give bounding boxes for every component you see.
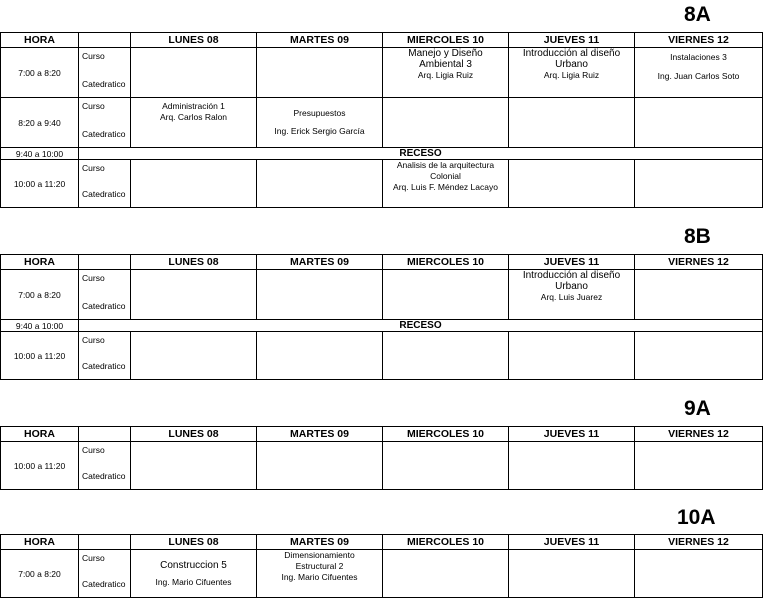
group-title-8a: 8A: [684, 3, 711, 26]
course-cell: [509, 160, 635, 208]
header-viernes: VIERNES 12: [635, 33, 763, 48]
catedratico-label: Catedratico: [82, 189, 126, 199]
course-name-cont: Ambiental 3: [419, 59, 472, 70]
group-title-9a: 9A: [684, 397, 711, 420]
course-cell: [635, 332, 763, 380]
course-cell: [257, 98, 383, 148]
header-lunes: LUNES 08: [131, 33, 257, 48]
header-lunes: LUNES 08: [131, 535, 257, 550]
curso-label: Curso: [82, 553, 105, 563]
course-name: Construccion 5: [160, 559, 227, 571]
schedule-row: [1, 550, 763, 598]
course-cell: [257, 160, 383, 208]
teacher-name: Ing. Juan Carlos Soto: [657, 71, 740, 81]
receso-row: [1, 320, 763, 332]
course-cell: [257, 48, 383, 98]
course-cell: [509, 442, 635, 490]
course-name: Introducción al diseño: [522, 270, 621, 281]
course-cell: [383, 160, 509, 208]
header-blank: [79, 33, 131, 48]
course-name: Introducción al diseño: [522, 48, 621, 59]
course-cell: [635, 98, 763, 148]
course-cell: [509, 550, 635, 598]
teacher-name: Ing. Mario Cifuentes: [281, 572, 358, 582]
catedratico-label: Catedratico: [82, 301, 126, 311]
label-cell: [79, 270, 131, 320]
group-title-8b: 8B: [684, 225, 711, 248]
course-name-cont: Estructural 2: [295, 561, 344, 571]
header-hora: HORA: [1, 427, 79, 442]
course-cell: [509, 270, 635, 320]
header-miercoles: MIERCOLES 10: [383, 255, 509, 270]
course-cell: [257, 270, 383, 320]
catedratico-label: Catedratico: [82, 79, 126, 89]
schedule-table-10a: [0, 534, 763, 598]
schedule-row: [1, 48, 763, 98]
label-cell: [79, 98, 131, 148]
teacher-name: Arq. Carlos Ralon: [159, 112, 228, 122]
header-hora: HORA: [1, 535, 79, 550]
header-hora: HORA: [1, 33, 79, 48]
course-cell: [131, 550, 257, 598]
hora-cell: 9:40 a 10:00: [1, 320, 79, 332]
curso-label: Curso: [82, 445, 105, 455]
header-blank: [79, 255, 131, 270]
label-cell: [79, 48, 131, 98]
course-cell: [383, 48, 509, 98]
schedule-row: [1, 98, 763, 148]
course-cell: [383, 442, 509, 490]
course-cell: [509, 98, 635, 148]
schedule-row: [1, 332, 763, 380]
header-jueves: JUEVES 11: [509, 535, 635, 550]
course-name: Instalaciones 3: [670, 52, 727, 62]
receso-label: RECESO: [79, 320, 763, 332]
curso-label: Curso: [82, 51, 105, 61]
hora-cell: 7:00 a 8:20: [1, 550, 79, 598]
header-row: [1, 255, 763, 270]
teacher-name: Ing. Mario Cifuentes: [155, 576, 232, 587]
header-martes: MARTES 09: [257, 535, 383, 550]
header-lunes: LUNES 08: [131, 427, 257, 442]
hora-cell: 9:40 a 10:00: [1, 148, 79, 160]
hora-cell: 7:00 a 8:20: [1, 270, 79, 320]
schedule-row: [1, 160, 763, 208]
course-name: Presupuestos: [293, 108, 346, 118]
curso-label: Curso: [82, 163, 105, 173]
header-miercoles: MIERCOLES 10: [383, 535, 509, 550]
catedratico-label: Catedratico: [82, 471, 126, 481]
course-name: Administración 1: [162, 101, 225, 111]
header-blank: [79, 427, 131, 442]
hora-cell: 10:00 a 11:20: [1, 442, 79, 490]
header-blank: [79, 535, 131, 550]
receso-row: [1, 148, 763, 160]
course-cell: [635, 550, 763, 598]
header-miercoles: MIERCOLES 10: [383, 427, 509, 442]
header-miercoles: MIERCOLES 10: [383, 33, 509, 48]
header-jueves: JUEVES 11: [509, 33, 635, 48]
hora-cell: 10:00 a 11:20: [1, 332, 79, 380]
course-cell: [257, 332, 383, 380]
teacher-name: Arq. Luis F. Méndez Lacayo: [393, 182, 498, 192]
teacher-name: Arq. Ligia Ruiz: [417, 70, 474, 80]
course-name-cont: [635, 63, 762, 71]
course-cell: [131, 332, 257, 380]
hora-cell: 7:00 a 8:20: [1, 48, 79, 98]
course-cell: [635, 48, 763, 98]
curso-label: Curso: [82, 273, 105, 283]
header-viernes: VIERNES 12: [635, 535, 763, 550]
course-cell: [257, 550, 383, 598]
course-cell: [131, 442, 257, 490]
schedule-table-8a: [0, 32, 763, 208]
course-cell: [131, 98, 257, 148]
curso-label: Curso: [82, 101, 105, 111]
schedule-table-8b: [0, 254, 763, 380]
hora-cell: 8:20 a 9:40: [1, 98, 79, 148]
label-cell: [79, 442, 131, 490]
course-name-cont: Colonial: [430, 171, 461, 181]
course-name-cont: Urbano: [555, 281, 588, 292]
course-cell: [257, 442, 383, 490]
header-martes: MARTES 09: [257, 427, 383, 442]
catedratico-label: Catedratico: [82, 579, 126, 589]
header-row: [1, 427, 763, 442]
receso-label: RECESO: [79, 148, 763, 160]
course-cell: [383, 332, 509, 380]
hora-cell: 10:00 a 11:20: [1, 160, 79, 208]
schedule-table-9a: [0, 426, 763, 490]
label-cell: [79, 550, 131, 598]
course-cell: [383, 550, 509, 598]
header-lunes: LUNES 08: [131, 255, 257, 270]
header-hora: HORA: [1, 255, 79, 270]
course-name: Manejo y Diseño: [408, 48, 483, 59]
catedratico-label: Catedratico: [82, 361, 126, 371]
course-name-cont: Urbano: [555, 59, 588, 70]
course-cell: [635, 270, 763, 320]
header-row: [1, 535, 763, 550]
teacher-name: Ing. Erick Sergio García: [274, 126, 365, 136]
course-name-cont: [257, 119, 382, 126]
header-viernes: VIERNES 12: [635, 255, 763, 270]
course-cell: [383, 98, 509, 148]
header-row: [1, 33, 763, 48]
catedratico-label: Catedratico: [82, 129, 126, 139]
teacher-name: Arq. Ligia Ruiz: [543, 70, 600, 80]
course-cell: [131, 270, 257, 320]
schedule-row: [1, 270, 763, 320]
header-jueves: JUEVES 11: [509, 427, 635, 442]
course-name: Analisis de la arquitectura: [396, 160, 495, 170]
group-title-10a: 10A: [677, 506, 716, 529]
course-cell: [131, 48, 257, 98]
course-cell: [509, 332, 635, 380]
course-name: Dimensionamiento: [284, 550, 355, 560]
header-martes: MARTES 09: [257, 255, 383, 270]
course-cell: [635, 442, 763, 490]
schedule-row: [1, 442, 763, 490]
label-cell: [79, 332, 131, 380]
label-cell: [79, 160, 131, 208]
course-cell: [509, 48, 635, 98]
teacher-name: Arq. Luis Juarez: [540, 292, 603, 302]
course-cell: [383, 270, 509, 320]
header-jueves: JUEVES 11: [509, 255, 635, 270]
header-viernes: VIERNES 12: [635, 427, 763, 442]
course-cell: [635, 160, 763, 208]
header-martes: MARTES 09: [257, 33, 383, 48]
course-cell: [131, 160, 257, 208]
curso-label: Curso: [82, 335, 105, 345]
